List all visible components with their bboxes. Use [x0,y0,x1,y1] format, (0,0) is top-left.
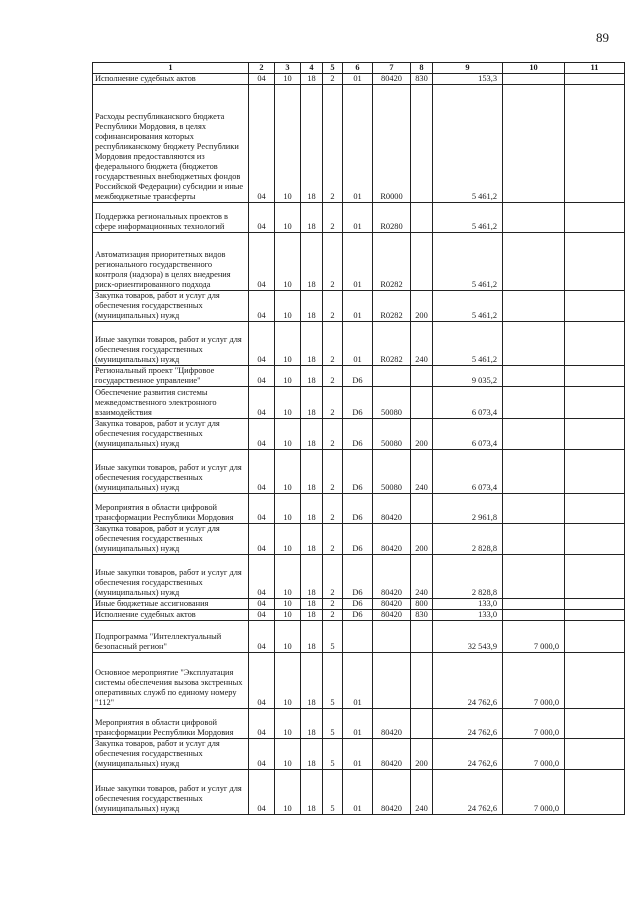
column-header-2: 2 [249,63,275,74]
cell-col-10 [503,524,565,555]
cell-col-10 [503,450,565,494]
cell-col-6: D6 [343,599,373,610]
cell-col-7: 80420 [373,74,411,85]
cell-col-6: D6 [343,387,373,419]
cell-col-8 [411,233,433,291]
cell-col-9: 2 828,8 [433,555,503,599]
cell-col-6: 01 [343,85,373,203]
row-name-cell: Исполнение судебных актов [93,610,249,621]
cell-col-3: 10 [275,387,301,419]
cell-col-4: 18 [301,524,323,555]
cell-col-2: 04 [249,203,275,233]
column-header-11: 11 [565,63,625,74]
cell-col-10 [503,233,565,291]
row-name-cell: Мероприятия в области цифровой трансформации Республики Мордовия [93,709,249,739]
row-name-cell: Основное мероприятие "Эксплуатация системы обеспечения вызова экстренных оперативных служб по единому номеру "112" [93,653,249,709]
cell-col-8 [411,709,433,739]
row-name-cell: Региональный проект "Цифровое государственное управление" [93,366,249,387]
table-row [93,366,625,387]
cell-col-7: R0280 [373,203,411,233]
cell-col-4: 18 [301,621,323,653]
column-header-9: 9 [433,63,503,74]
cell-col-6 [343,621,373,653]
cell-col-9: 6 073,4 [433,450,503,494]
cell-col-5: 2 [323,524,343,555]
cell-col-2: 04 [249,233,275,291]
cell-col-3: 10 [275,653,301,709]
cell-col-2: 04 [249,291,275,322]
header-row [93,63,625,74]
cell-col-7: R0282 [373,233,411,291]
cell-col-10 [503,555,565,599]
column-header-5: 5 [323,63,343,74]
cell-col-7: 80420 [373,599,411,610]
row-name-cell: Иные закупки товаров, работ и услуг для обеспечения государственных (муниципальных) нужд [93,322,249,366]
cell-col-11 [565,203,625,233]
cell-col-11 [565,291,625,322]
table-row [93,599,625,610]
cell-col-3: 10 [275,322,301,366]
cell-col-3: 10 [275,739,301,770]
cell-col-8 [411,203,433,233]
cell-col-11 [565,366,625,387]
cell-col-9: 133,0 [433,599,503,610]
column-header-4: 4 [301,63,323,74]
cell-col-10 [503,419,565,450]
cell-col-6: D6 [343,555,373,599]
row-name-cell: Закупка товаров, работ и услуг для обеспечения государственных (муниципальных) нужд [93,419,249,450]
cell-col-8 [411,621,433,653]
cell-col-2: 04 [249,419,275,450]
cell-col-7: 80420 [373,524,411,555]
row-name-cell: Подпрограмма "Интеллектуальный безопасный регион" [93,621,249,653]
cell-col-8: 800 [411,599,433,610]
cell-col-2: 04 [249,85,275,203]
table-row [93,653,625,709]
row-name-cell: Исполнение судебных актов [93,74,249,85]
cell-col-7: 80420 [373,494,411,524]
cell-col-4: 18 [301,291,323,322]
cell-col-3: 10 [275,450,301,494]
cell-col-9: 5 461,2 [433,203,503,233]
cell-col-3: 10 [275,709,301,739]
cell-col-7 [373,653,411,709]
cell-col-8: 830 [411,610,433,621]
row-name-cell: Обеспечение развития системы межведомственного электронного взаимодействия [93,387,249,419]
cell-col-7: R0000 [373,85,411,203]
cell-col-9: 32 543,9 [433,621,503,653]
cell-col-4: 18 [301,85,323,203]
cell-col-9: 24 762,6 [433,739,503,770]
cell-col-11 [565,74,625,85]
table-row [93,709,625,739]
cell-col-10 [503,291,565,322]
cell-col-2: 04 [249,366,275,387]
cell-col-10 [503,74,565,85]
cell-col-11 [565,322,625,366]
cell-col-7: 80420 [373,709,411,739]
cell-col-8: 200 [411,739,433,770]
cell-col-10 [503,387,565,419]
cell-col-7 [373,366,411,387]
table-row [93,494,625,524]
cell-col-4: 18 [301,599,323,610]
cell-col-8 [411,653,433,709]
cell-col-7: 50080 [373,419,411,450]
cell-col-2: 04 [249,74,275,85]
cell-col-9: 5 461,2 [433,291,503,322]
cell-col-8: 200 [411,291,433,322]
cell-col-5: 5 [323,621,343,653]
cell-col-7: 80420 [373,555,411,599]
column-header-8: 8 [411,63,433,74]
cell-col-9: 5 461,2 [433,85,503,203]
cell-col-2: 04 [249,621,275,653]
table-body [93,74,625,815]
cell-col-4: 18 [301,494,323,524]
cell-col-5: 5 [323,709,343,739]
cell-col-6: 01 [343,322,373,366]
cell-col-6: 01 [343,233,373,291]
column-header-7: 7 [373,63,411,74]
cell-col-6: D6 [343,450,373,494]
cell-col-9: 5 461,2 [433,322,503,366]
cell-col-11 [565,419,625,450]
cell-col-3: 10 [275,621,301,653]
cell-col-8 [411,494,433,524]
cell-col-11 [565,739,625,770]
cell-col-9: 133,0 [433,610,503,621]
cell-col-11 [565,770,625,815]
cell-col-10: 7 000,0 [503,739,565,770]
table-row [93,524,625,555]
cell-col-5: 2 [323,450,343,494]
cell-col-2: 04 [249,770,275,815]
cell-col-7: 80420 [373,610,411,621]
table-row [93,85,625,203]
cell-col-6: 01 [343,203,373,233]
cell-col-7: 80420 [373,739,411,770]
cell-col-4: 18 [301,555,323,599]
cell-col-5: 2 [323,366,343,387]
cell-col-10 [503,494,565,524]
table-row [93,450,625,494]
cell-col-10: 7 000,0 [503,621,565,653]
cell-col-6: 01 [343,653,373,709]
table-row [93,203,625,233]
cell-col-9: 24 762,6 [433,653,503,709]
cell-col-4: 18 [301,203,323,233]
cell-col-5: 5 [323,739,343,770]
cell-col-6: D6 [343,610,373,621]
cell-col-9: 5 461,2 [433,233,503,291]
cell-col-2: 04 [249,322,275,366]
cell-col-4: 18 [301,233,323,291]
cell-col-2: 04 [249,555,275,599]
cell-col-9: 6 073,4 [433,419,503,450]
cell-col-6: 01 [343,74,373,85]
table-row [93,74,625,85]
cell-col-5: 5 [323,770,343,815]
table-row [93,233,625,291]
cell-col-3: 10 [275,203,301,233]
row-name-cell: Иные закупки товаров, работ и услуг для обеспечения государственных (муниципальных) нужд [93,770,249,815]
cell-col-9: 2 961,8 [433,494,503,524]
table-row [93,291,625,322]
page-number: 89 [596,30,609,45]
cell-col-5: 2 [323,387,343,419]
cell-col-7: R0282 [373,322,411,366]
cell-col-3: 10 [275,524,301,555]
cell-col-3: 10 [275,599,301,610]
cell-col-2: 04 [249,709,275,739]
cell-col-8: 200 [411,524,433,555]
cell-col-2: 04 [249,610,275,621]
cell-col-9: 2 828,8 [433,524,503,555]
cell-col-9: 6 073,4 [433,387,503,419]
cell-col-5: 2 [323,322,343,366]
cell-col-5: 2 [323,85,343,203]
row-name-cell: Иные бюджетные ассигнования [93,599,249,610]
cell-col-11 [565,450,625,494]
cell-col-6: D6 [343,494,373,524]
cell-col-6: D6 [343,366,373,387]
cell-col-2: 04 [249,387,275,419]
row-name-cell: Закупка товаров, работ и услуг для обеспечения государственных (муниципальных) нужд [93,291,249,322]
cell-col-5: 2 [323,291,343,322]
cell-col-10: 7 000,0 [503,770,565,815]
cell-col-6: 01 [343,770,373,815]
cell-col-6: 01 [343,291,373,322]
cell-col-9: 9 035,2 [433,366,503,387]
cell-col-5: 2 [323,494,343,524]
table-row [93,621,625,653]
cell-col-5: 2 [323,74,343,85]
cell-col-4: 18 [301,709,323,739]
cell-col-11 [565,610,625,621]
column-header-3: 3 [275,63,301,74]
cell-col-8: 240 [411,555,433,599]
cell-col-6: D6 [343,419,373,450]
cell-col-3: 10 [275,770,301,815]
cell-col-7: 50080 [373,387,411,419]
cell-col-2: 04 [249,599,275,610]
cell-col-3: 10 [275,291,301,322]
cell-col-4: 18 [301,653,323,709]
cell-col-11 [565,524,625,555]
cell-col-7: R0282 [373,291,411,322]
table-row [93,555,625,599]
cell-col-10 [503,599,565,610]
table-row [93,739,625,770]
column-header-6: 6 [343,63,373,74]
cell-col-5: 2 [323,233,343,291]
cell-col-8 [411,387,433,419]
cell-col-8: 240 [411,770,433,815]
cell-col-6: 01 [343,709,373,739]
cell-col-10 [503,322,565,366]
cell-col-10 [503,203,565,233]
cell-col-5: 2 [323,203,343,233]
cell-col-10 [503,85,565,203]
cell-col-8: 240 [411,450,433,494]
cell-col-11 [565,653,625,709]
cell-col-4: 18 [301,610,323,621]
cell-col-6: 01 [343,739,373,770]
cell-col-3: 10 [275,85,301,203]
cell-col-11 [565,709,625,739]
budget-table [92,62,625,815]
row-name-cell: Поддержка региональных проектов в сфере информационных технологий [93,203,249,233]
cell-col-4: 18 [301,366,323,387]
cell-col-5: 2 [323,599,343,610]
cell-col-4: 18 [301,419,323,450]
cell-col-2: 04 [249,524,275,555]
table-row [93,419,625,450]
cell-col-5: 2 [323,419,343,450]
cell-col-8: 240 [411,322,433,366]
cell-col-11 [565,599,625,610]
cell-col-4: 18 [301,450,323,494]
column-header-1: 1 [93,63,249,74]
row-name-cell: Иные закупки товаров, работ и услуг для обеспечения государственных (муниципальных) нужд [93,555,249,599]
cell-col-4: 18 [301,74,323,85]
cell-col-3: 10 [275,555,301,599]
cell-col-7 [373,621,411,653]
cell-col-9: 24 762,6 [433,709,503,739]
cell-col-11 [565,555,625,599]
table-row [93,322,625,366]
cell-col-4: 18 [301,739,323,770]
row-name-cell: Расходы республиканского бюджета Республики Мордовия, в целях софинансирования которых республиканскому бюджету Республики Мордовия предоставляются из федерального бюджета (бюджетов государственных внебюджетных фондов Российской Федерации) субсидии и иные межбюджетные трансферты [93,85,249,203]
cell-col-10: 7 000,0 [503,709,565,739]
cell-col-4: 18 [301,387,323,419]
cell-col-9: 153,3 [433,74,503,85]
cell-col-6: D6 [343,524,373,555]
cell-col-2: 04 [249,653,275,709]
cell-col-7: 50080 [373,450,411,494]
row-name-cell: Закупка товаров, работ и услуг для обеспечения государственных (муниципальных) нужд [93,739,249,770]
cell-col-11 [565,85,625,203]
cell-col-5: 2 [323,555,343,599]
table-row [93,387,625,419]
cell-col-4: 18 [301,770,323,815]
cell-col-3: 10 [275,74,301,85]
row-name-cell: Закупка товаров, работ и услуг для обеспечения государственных (муниципальных) нужд [93,524,249,555]
cell-col-11 [565,621,625,653]
cell-col-2: 04 [249,739,275,770]
cell-col-9: 24 762,6 [433,770,503,815]
row-name-cell: Мероприятия в области цифровой трансформации Республики Мордовия [93,494,249,524]
cell-col-10 [503,366,565,387]
cell-col-2: 04 [249,494,275,524]
cell-col-3: 10 [275,233,301,291]
cell-col-10: 7 000,0 [503,653,565,709]
cell-col-8 [411,366,433,387]
cell-col-10 [503,610,565,621]
table-row [93,770,625,815]
cell-col-11 [565,233,625,291]
cell-col-4: 18 [301,322,323,366]
cell-col-2: 04 [249,450,275,494]
cell-col-3: 10 [275,366,301,387]
row-name-cell: Автоматизация приоритетных видов регионального государственного контроля (надзора) в целях внедрения риск-ориентированного подхода [93,233,249,291]
cell-col-8: 200 [411,419,433,450]
cell-col-3: 10 [275,419,301,450]
cell-col-11 [565,387,625,419]
cell-col-11 [565,494,625,524]
cell-col-3: 10 [275,494,301,524]
cell-col-5: 2 [323,610,343,621]
cell-col-3: 10 [275,610,301,621]
cell-col-8: 830 [411,74,433,85]
cell-col-8 [411,85,433,203]
column-header-10: 10 [503,63,565,74]
table-row [93,610,625,621]
cell-col-5: 5 [323,653,343,709]
cell-col-7: 80420 [373,770,411,815]
row-name-cell: Иные закупки товаров, работ и услуг для обеспечения государственных (муниципальных) нужд [93,450,249,494]
